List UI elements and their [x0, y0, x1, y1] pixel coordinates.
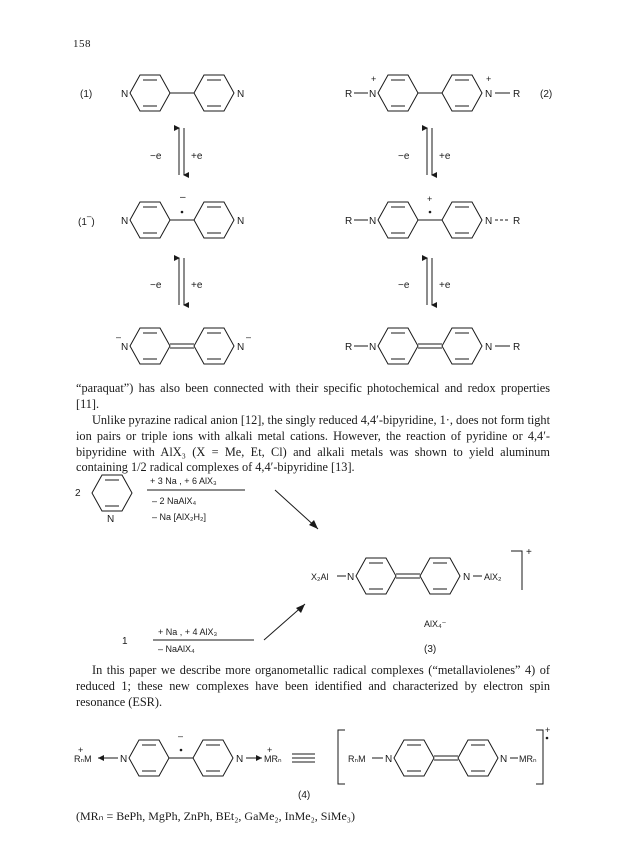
atom-n: N	[369, 89, 377, 100]
group-mrn: RₙM	[348, 754, 366, 764]
paragraph-text: Unlike pyrazine radical anion [12], the singly reduced 4,4′-bipyridine, 1·, does not form tight ion pairs or triple ions with alkali metal cations. However, the reaction of pyridine or 4,4′-bipyridine with AlX₃ (X = Me, Et, Cl) and alkali metals was shown to yield aluminum containing 1/2 radical complexes of 4,4′-bipyridine [13].	[76, 413, 550, 475]
paragraph-text: “paraquat”) has also been connected with their specific photochemical and redox properties [11].	[76, 381, 550, 411]
atom-n: N	[485, 216, 493, 227]
reagent-label: + Na , + 4 AlX₃	[158, 627, 218, 637]
group-mrn: MRₙ	[264, 754, 282, 764]
charge-plus: +	[78, 745, 84, 755]
group-mrn: MRₙ	[519, 754, 537, 764]
atom-r: R	[345, 89, 353, 100]
counter-ion: AlX₄⁻	[424, 619, 447, 629]
group-x2al: X₂Al	[311, 572, 329, 582]
equilibrium-arrow-right-2	[398, 258, 451, 305]
scheme-bipyridine-redox	[0, 0, 624, 380]
structure-quinoid-dianion	[116, 328, 251, 364]
structure-dication	[345, 74, 552, 111]
atom-n: N	[121, 89, 129, 100]
reaction-conditions-upper	[147, 476, 318, 529]
structure-metallaviolene-quinoid	[338, 725, 550, 784]
atom-n: N	[369, 342, 377, 353]
compound-label-2: (2)	[540, 89, 553, 100]
minus-electron: −e	[150, 151, 162, 162]
equilibrium-arrow-left-2	[150, 258, 203, 305]
group-mrn: RₙM	[74, 754, 92, 764]
group-alx2: AlX₂	[484, 572, 502, 582]
minus-electron: −e	[150, 280, 162, 291]
atom-r: R	[513, 89, 521, 100]
atom-n: N	[121, 216, 129, 227]
minus-electron: −e	[398, 280, 410, 291]
charge-plus: +	[486, 74, 492, 84]
reactant-label: 1	[122, 636, 128, 647]
atom-n: N	[369, 216, 377, 227]
charge-plus: +	[545, 725, 551, 735]
compound-label-1-anion: (1–)	[78, 212, 95, 228]
atom-r: R	[513, 216, 521, 227]
structure-radical-anion	[78, 192, 244, 238]
substituent-footnote: (MRₙ = BePh, MgPh, ZnPh, BEt₂, GaMe₂, InMe₂, SiMe₃)	[76, 809, 355, 823]
atom-n: N	[107, 514, 115, 525]
stoichiometric-coefficient: 2	[75, 488, 81, 499]
atom-n: N	[236, 754, 244, 765]
charge-plus: +	[427, 194, 433, 204]
plus-electron: +e	[191, 280, 203, 291]
plus-electron: +e	[191, 151, 203, 162]
plus-electron: +e	[439, 151, 451, 162]
atom-r: R	[513, 342, 521, 353]
atom-n: N	[385, 754, 393, 765]
equilibrium-arrow-right-1	[398, 128, 451, 175]
byproduct-label: – 2 NaAlX₄	[152, 496, 197, 506]
atom-n: N	[500, 754, 508, 765]
plus-electron: +e	[439, 280, 451, 291]
minus-electron: −e	[398, 151, 410, 162]
charge-minus: –	[180, 192, 186, 203]
atom-n: N	[120, 754, 128, 765]
atom-n: N	[463, 572, 471, 583]
byproduct-label: – NaAlX₄	[158, 644, 195, 654]
reaction-conditions-lower	[122, 604, 305, 654]
charge-minus: –	[178, 731, 184, 741]
atom-n: N	[237, 89, 245, 100]
paragraph-1	[76, 381, 550, 413]
structure-pyridine	[75, 475, 132, 525]
page-number: 158	[73, 38, 91, 50]
scheme-aluminum-complex	[0, 418, 624, 658]
atom-n: N	[485, 89, 493, 100]
charge-minus: –	[246, 332, 252, 342]
atom-n: N	[237, 216, 245, 227]
reagent-label: + 3 Na , + 6 AlX₃	[150, 476, 217, 486]
atom-n: N	[121, 342, 129, 353]
atom-r: R	[345, 342, 353, 353]
byproduct-label: – Na [AlX₂H₂]	[152, 512, 207, 522]
paragraph-text: In this paper we describe more organometallic radical complexes (“metallaviolenes” 4) of reduced 1; these new complexes have been identified and characterized by electron spin resonance (ESR).	[76, 663, 550, 709]
charge-plus: +	[267, 745, 273, 755]
scheme-metallaviolenes	[0, 722, 624, 852]
charge-minus: –	[116, 332, 122, 342]
atom-r: R	[345, 216, 353, 227]
structure-quinoid-neutral	[345, 328, 520, 364]
compound-label-1: (1)	[80, 89, 93, 100]
resonance-equivalence	[292, 754, 315, 762]
structure-aluminum-complex-3	[311, 547, 532, 655]
structure-metallaviolene-radical	[74, 731, 282, 776]
atom-n: N	[347, 572, 355, 583]
compound-label-3: (3)	[424, 644, 437, 655]
structure-radical-cation	[345, 194, 520, 238]
charge-plus: +	[371, 74, 377, 84]
atom-n: N	[485, 342, 493, 353]
structure-bipyridine	[80, 75, 244, 111]
equilibrium-arrow-left-1	[150, 128, 203, 175]
atom-n: N	[237, 342, 245, 353]
compound-label-4: (4)	[298, 790, 311, 801]
paragraph-3	[76, 663, 550, 710]
charge-plus: +	[526, 547, 532, 558]
